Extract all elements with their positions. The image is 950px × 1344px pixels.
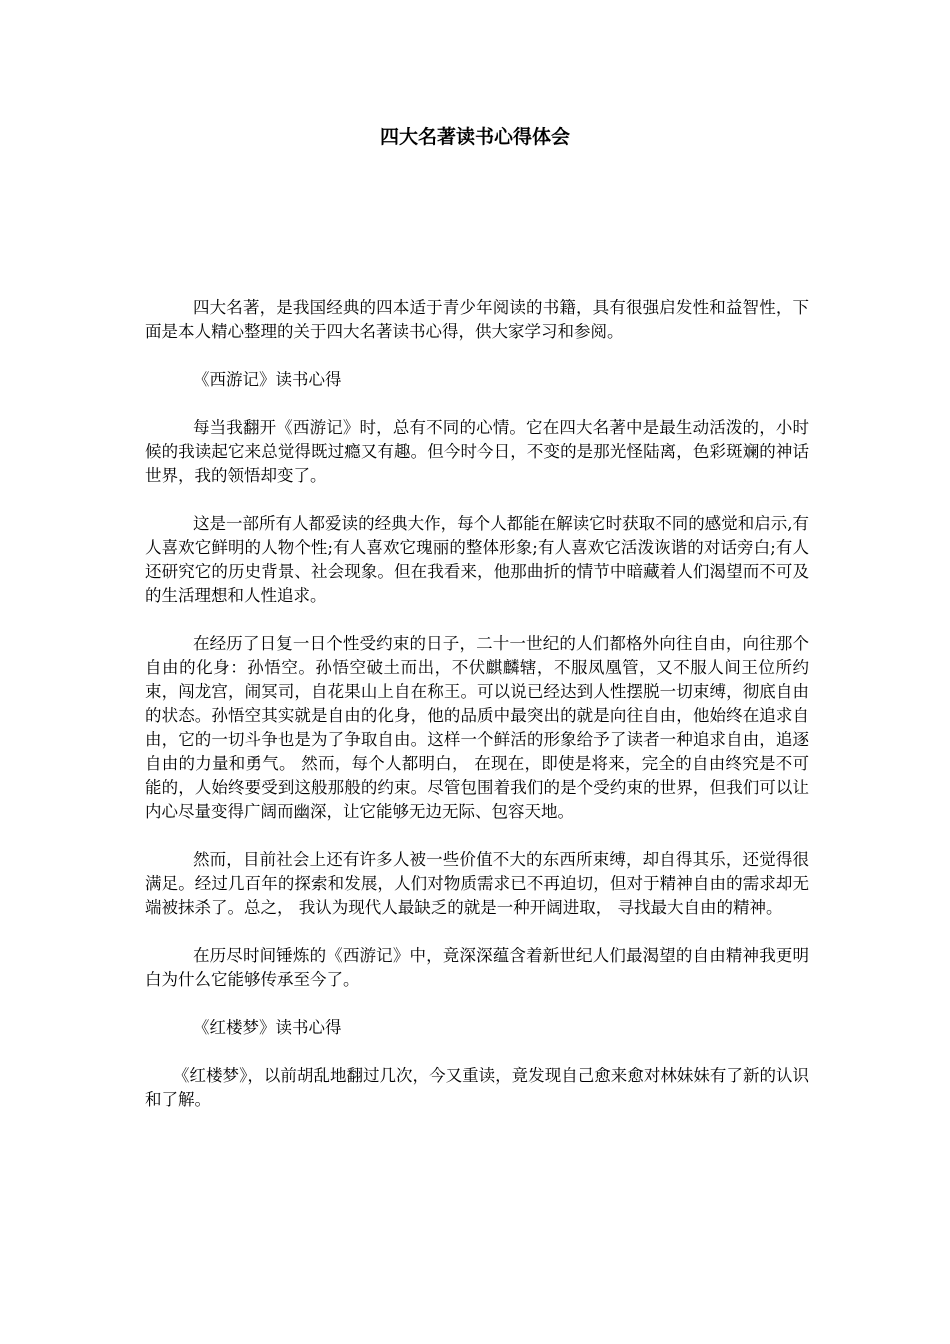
body-paragraph: 在经历了日复一日个性受约束的日子，二十一世纪的人们都格外向往自由，向往那个自由的化身：孙悟空。孙悟空破土而出，不伏麒麟辖，不服凤凰管，又不服人间王位所约束，闯龙宫，闹冥司，自花果山上自在称王。可以说已经达到人性摆脱一切束缚，彻底自由的状态。孙悟空其实就是自由的化身，他的品质中最突出的就是向往自由，他始终在追求自由，它的一切斗争也是为了争取自由。这样一个鲜活的形象给予了读者一种追求自由，追逐自由的力量和勇气。 然而，每个人都明白， 在现在，即使是将来，完全的自由终究是不可能的，人始终要受到这般那般的约束。尽管包围着我们的是个受约束的世界，但我们可以让内心尽量变得广阔而幽深，让它能够无边无际、包容天地。	[145, 634, 809, 821]
body-paragraph: 这是一部所有人都爱读的经典大作，每个人都能在解读它时获取不同的感觉和启示,有人喜欢它鲜明的人物个性;有人喜欢它瑰丽的整体形象;有人喜欢它活泼诙谐的对话旁白;有人还研究它的历史背景、社会现象。但在我看来，他那曲折的情节中暗藏着人们渴望而不可及的生活理想和人性追求。	[145, 514, 809, 605]
section-heading-xiyouji: 《西游记》读书心得	[193, 370, 342, 389]
document-body	[145, 296, 809, 1136]
body-paragraph: 《红楼梦》，以前胡乱地翻过几次，今又重读，竟发现自己愈来愈对林妹妹有了新的认识和了解。	[145, 1066, 809, 1109]
section-heading-hongloumeng: 《红楼梦》读书心得	[193, 1018, 342, 1037]
body-paragraph: 每当我翻开《西游记》时，总有不同的心情。它在四大名著中是最生动活泼的，小时候的我读起它来总觉得既过瘾又有趣。但今时今日，不变的是那光怪陆离，色彩斑斓的神话世界，我的领悟却变了。	[145, 418, 809, 485]
body-paragraph: 在历尽时间锤炼的《西游记》中，竟深深蕴含着新世纪人们最渴望的自由精神我更明白为什么它能够传承至今了。	[145, 946, 809, 989]
intro-paragraph: 四大名著，是我国经典的四本适于青少年阅读的书籍，具有很强启发性和益智性，下面是本人精心整理的关于四大名著读书心得，供大家学习和参阅。	[145, 298, 809, 341]
document-title: 四大名著读书心得体会	[379, 126, 570, 148]
body-paragraph: 然而，目前社会上还有许多人被一些价值不大的东西所束缚，却自得其乐，还觉得很满足。经过几百年的探索和发展，人们对物质需求已不再迫切，但对于精神自由的需求却无端被抹杀了。总之， 我认为现代人最缺乏的就是一种开阔进取， 寻找最大自由的精神。	[145, 850, 809, 917]
